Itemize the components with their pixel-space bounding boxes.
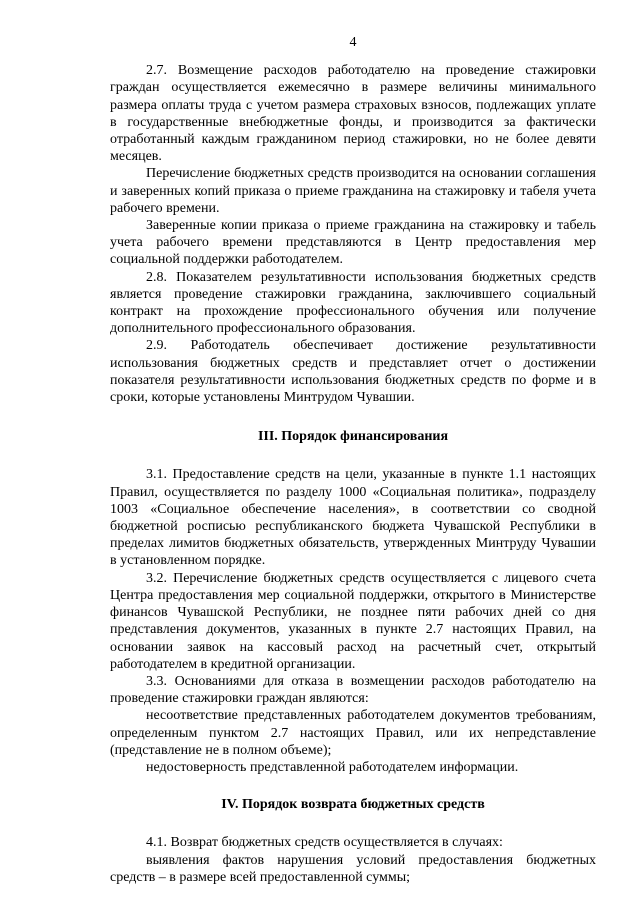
paragraph-3-3: 3.3. Основаниями для отказа в возмещении расходов работодателю на проведение стажировки граждан являются: bbox=[110, 673, 596, 707]
paragraph-3-2: 3.2. Перечисление бюджетных средств осуществляется с лицевого счета Центра предоставления мер социальной поддержки, открытого в Министерстве финансов Чувашской Республики, не позднее пяти рабочих дней со дня представления документов, указанных в пункте 2.7 настоящих Правил, на основании заявок на кассовый расход на расчетный счет, открытый работодателем в кредитной организации. bbox=[110, 570, 596, 672]
paragraph-2-7: 2.7. Возмещение расходов работодателю на проведение стажировки граждан осуществляется ежемесячно в размере величины минимального размера оплаты труда с учетом размера страховых взносов, подлежащих уплате в государственные внебюджетные фонды, и производится за фактически отработанный каждым гражданином период стажировки, но не более девяти месяцев. bbox=[110, 63, 596, 165]
paragraph-3-1: 3.1. Предоставление средств на цели, указанные в пункте 1.1 настоящих Правил, осуществляется по разделу 1000 «Социальная политика», подразделу 1003 «Социальное обеспечение населения», в соответствии со сводной бюджетной росписью республиканского бюджета Чувашской Республики в пределах лимитов бюджетных обязательств, утвержденных Минтруду Чувашии в установленном порядке. bbox=[110, 467, 596, 569]
paragraph-2-9: 2.9. Работодатель обеспечивает достижение результативности использования бюджетных средств и представляет отчет о достижении показателя результативности использования бюджетных средств по форме и в сроки, которые установлены Минтрудом Чувашии. bbox=[110, 338, 596, 406]
section-3-title: III. Порядок финансирования bbox=[257, 429, 449, 445]
paragraph-4-1-item-1: выявления фактов нарушения условий предоставления бюджетных средств – в размере всей предоставленной суммы; bbox=[110, 852, 596, 885]
paragraph-transfer-basis: Перечисление бюджетных средств производится на основании соглашения и заверенных копий приказа о приеме гражданина на стажировку и табеля учета рабочего времени. bbox=[110, 166, 596, 216]
paragraph-4-1: 4.1. Возврат бюджетных средств осуществляется в случаях: bbox=[146, 835, 503, 851]
paragraph-2-8: 2.8. Показателем результативности использования бюджетных средств является проведение стажировки гражданина, заключившего социальный контракт на прохождение профессионального обучения или получение дополнительного профессионального образования. bbox=[110, 269, 596, 337]
section-3 bbox=[110, 466, 596, 776]
section-4 bbox=[110, 834, 596, 886]
page-number: 4 bbox=[349, 35, 357, 50]
section-2-continuation bbox=[110, 62, 596, 406]
paragraph-3-3-item-2: недостоверность представленной работодателем информации. bbox=[146, 759, 519, 775]
section-4-title: IV. Порядок возврата бюджетных средств bbox=[221, 797, 485, 813]
paragraph-certified-copies: Заверенные копии приказа о приеме гражданина на стажировку и табель учета рабочего времени представляются в Центр предоставления мер социальной поддержки работодателем. bbox=[110, 218, 596, 268]
paragraph-3-3-item-1: несоответствие представленных работодателем документов требованиям, определенным пунктом 2.7 настоящих Правил, или их непредставление (представление не в полном объеме); bbox=[110, 708, 596, 758]
